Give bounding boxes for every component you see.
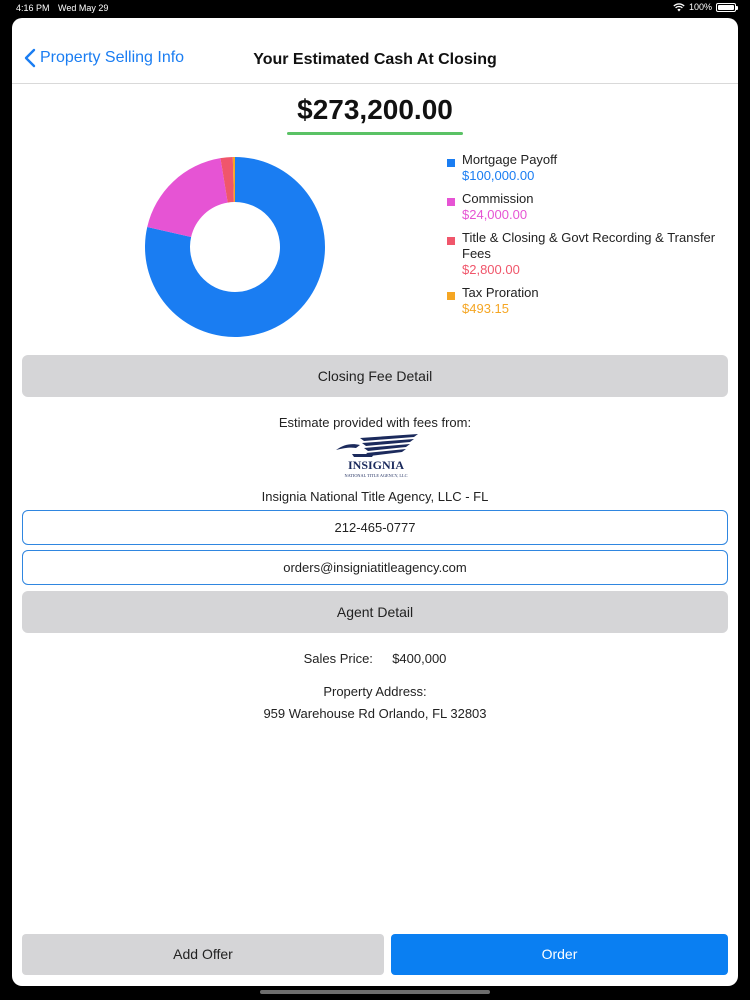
status-right	[673, 2, 736, 12]
legend-item	[447, 285, 727, 317]
legend-text	[462, 152, 557, 184]
legend-item	[447, 230, 727, 278]
navigation-bar	[12, 18, 738, 84]
status-date: Wed May 29	[58, 3, 109, 13]
legend-text	[462, 230, 727, 278]
add-offer-button[interactable]: Add Offer	[22, 934, 384, 975]
provider-name: Insignia National Title Agency, LLC - FL	[261, 489, 489, 504]
legend-name: Commission	[462, 191, 534, 206]
legend-name: Tax Proration	[462, 285, 539, 300]
sales-price-label: Sales Price:	[303, 651, 373, 666]
total-underline	[287, 132, 463, 135]
sales-price-row	[12, 651, 738, 666]
agent-detail-button[interactable]: Agent Detail	[22, 591, 728, 633]
order-button[interactable]: Order	[391, 934, 728, 975]
page-title-text: Your Estimated Cash At Closing	[253, 51, 497, 68]
legend-swatch	[447, 198, 455, 206]
wifi-icon	[673, 3, 685, 12]
property-address-label: Property Address:	[323, 684, 427, 699]
battery-icon	[716, 3, 736, 12]
page-title	[12, 51, 738, 69]
legend-swatch	[447, 237, 455, 245]
status-bar	[0, 0, 750, 16]
provider-email-button[interactable]: orders@insigniatitleagency.com	[22, 550, 728, 585]
donut-slice	[147, 158, 227, 237]
legend-item	[447, 152, 727, 184]
provider-intro: Estimate provided with fees from:	[278, 415, 472, 430]
home-indicator	[260, 990, 490, 994]
legend-swatch	[447, 159, 455, 167]
provider-phone-button[interactable]: 212-465-0777	[22, 510, 728, 545]
legend-swatch	[447, 292, 455, 300]
back-label: Property Selling Info	[40, 49, 185, 66]
legend-item	[447, 191, 727, 223]
sales-price-value: $400,000	[392, 651, 447, 666]
legend-value: $493.15	[462, 301, 509, 316]
closing-fee-detail-button[interactable]: Closing Fee Detail	[22, 355, 728, 397]
logo-text: INSIGNIA	[347, 458, 405, 472]
donut-chart	[142, 154, 328, 340]
status-time: 4:16 PM	[16, 3, 50, 13]
legend-text	[462, 285, 539, 317]
legend-name: Mortgage Payoff	[462, 152, 558, 167]
main-sheet	[12, 18, 738, 986]
legend-value: $2,800.00	[462, 262, 520, 277]
legend-name: Title & Closing & Govt Recording & Transfer Fees	[462, 230, 716, 261]
battery-percent: 100%	[688, 2, 712, 12]
logo-subtext: NATIONAL TITLE AGENCY, LLC	[344, 473, 408, 478]
property-address: 959 Warehouse Rd Orlando, FL 32803	[263, 706, 487, 721]
insignia-logo	[330, 432, 422, 482]
legend-value: $100,000.00	[462, 168, 535, 183]
legend-text	[462, 191, 534, 223]
estimated-cash-total: $273,200.00	[297, 94, 453, 125]
chart-legend	[447, 152, 727, 324]
legend-value: $24,000.00	[462, 207, 528, 222]
